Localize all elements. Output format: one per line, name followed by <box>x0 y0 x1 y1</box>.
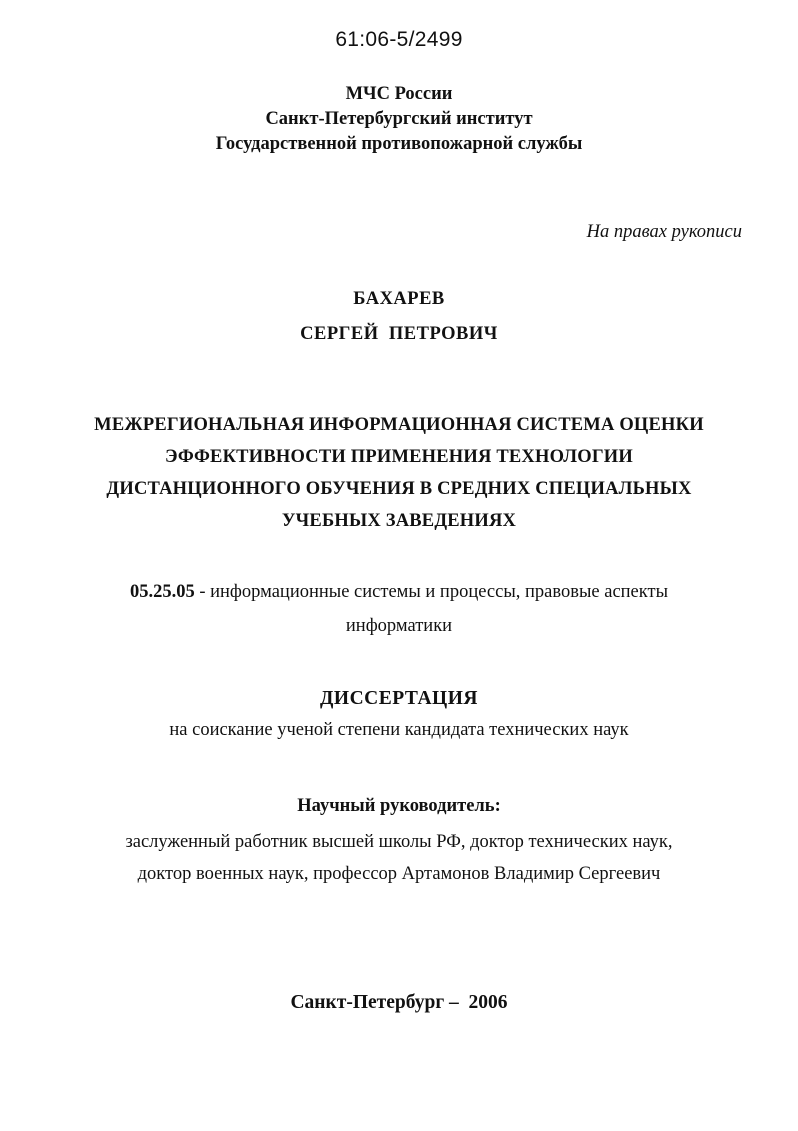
document-code: 61:06-5/2499 <box>335 28 463 51</box>
dissertation-subheading: на соискание ученой степени кандидата технических наук <box>169 720 629 740</box>
author-name: СЕРГЕЙ ПЕТРОВИЧ <box>300 324 498 344</box>
dissertation-heading: ДИССЕРТАЦИЯ <box>320 688 478 709</box>
specialty-line <box>0 575 798 609</box>
organization-line: Санкт-Петербургский институт <box>265 109 533 129</box>
author-block <box>0 282 798 352</box>
organization-line: Государственной противопожарной службы <box>215 134 583 154</box>
organization-block <box>0 82 798 157</box>
title-line: МЕЖРЕГИОНАЛЬНАЯ ИНФОРМАЦИОННАЯ СИСТЕМА ОЦЕНКИ <box>94 415 704 435</box>
author-surname: БАХАРЕВ <box>353 289 445 309</box>
title-line: ДИСТАНЦИОННОГО ОБУЧЕНИЯ В СРЕДНИХ СПЕЦИАЛЬНЫХ <box>106 479 692 499</box>
specialty-block <box>0 575 798 643</box>
specialty-code: 05.25.05 <box>129 582 195 602</box>
supervisor-heading: Научный руководитель: <box>297 796 501 816</box>
supervisor-line: заслуженный работник высшей школы РФ, доктор технических наук, <box>125 832 673 852</box>
title-line: ЭФФЕКТИВНОСТИ ПРИМЕНЕНИЯ ТЕХНОЛОГИИ <box>165 447 633 467</box>
title-line: УЧЕБНЫХ ЗАВЕДЕНИЯХ <box>281 511 517 531</box>
organization-line: МЧС России <box>345 84 453 104</box>
supervisor-block <box>0 826 798 890</box>
manuscript-rights: На правах рукописи <box>586 222 742 242</box>
dissertation-title <box>0 409 798 537</box>
specialty-text-continued: информатики <box>345 616 453 636</box>
city-year: Санкт-Петербург – 2006 <box>290 992 508 1013</box>
specialty-text: - информационные системы и процессы, правовые аспекты <box>194 582 669 602</box>
supervisor-line: доктор военных наук, профессор Артамонов Владимир Сергеевич <box>137 864 661 884</box>
